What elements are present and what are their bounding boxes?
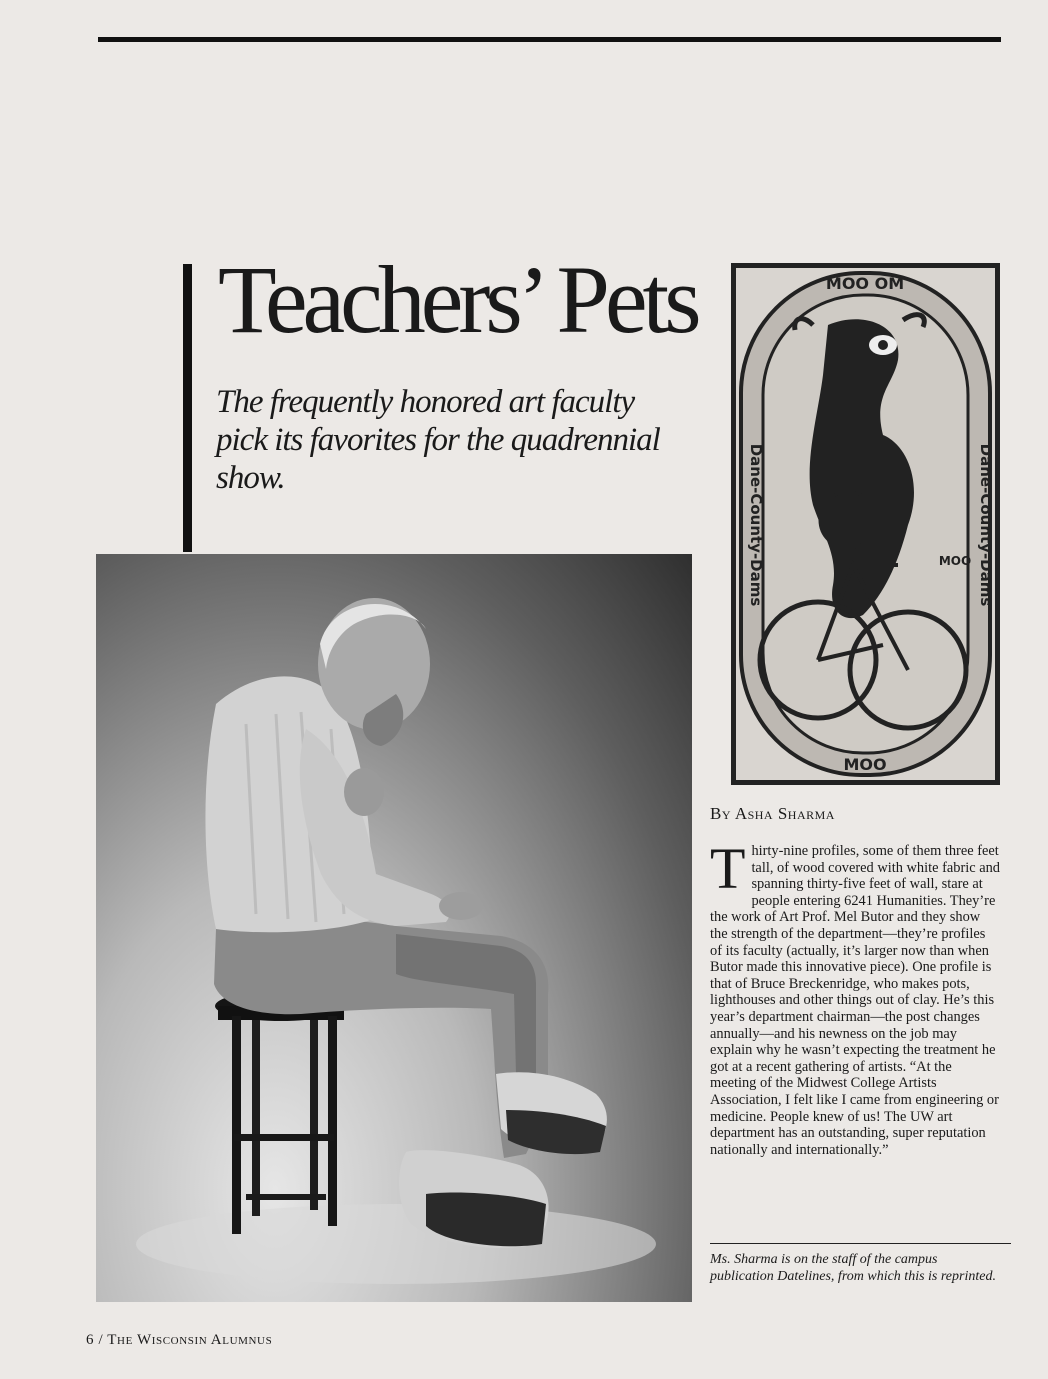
page-folio: 6 / The Wisconsin Alumnus xyxy=(86,1332,273,1348)
cow-on-bicycle-illustration xyxy=(733,265,998,783)
article-title: Teachers’ Pets xyxy=(218,246,697,353)
artwork-border-right: Dane-County-Dams xyxy=(977,443,995,607)
top-rule xyxy=(98,37,1001,42)
artwork-inner-label: MOO xyxy=(938,554,972,568)
artwork-border-bottom: MOO xyxy=(843,755,887,774)
article-body xyxy=(710,836,1000,1158)
author-bio: Ms. Sharma is on the staff of the campus publication Datelines, from which this is reprinted. xyxy=(710,1252,996,1284)
article-body-text: hirty-nine profiles, some of them three feet tall, of wood covered with white fabric and spanning thirty-five feet of wall, stare at people entering 6241 Humanities. They’re the work of Art Prof. Mel Butor and they show the strength of the department—they’re profiles of its faculty (actually, it’s larger now than when Butor made this innovative piece). One profile is that of Bruce Breckenridge, who makes pots, lighthouses and other things out of clay. He’s this year’s department chairman—the post changes annually—and his newness on the job may explain why he wasn’t expecting the treatment he got at a recent gathering of artists. “At the meeting of the Midwest College Artists Association, I felt like I came from engineering or medicine. People knew of us! The UW art department has an outstanding, super reputation nationally and internationally.” xyxy=(710,843,1000,1158)
seated-figure-sculpture xyxy=(96,554,692,1302)
woodcut-artwork xyxy=(731,263,1000,785)
drop-cap: T xyxy=(710,836,746,901)
sculpture-photo xyxy=(96,554,692,1302)
bio-divider xyxy=(710,1243,1011,1244)
artwork-border-left: Dane-County-Dams xyxy=(747,443,765,607)
article-subtitle: The frequently honored art faculty pick its favorites for the quadrennial show. xyxy=(216,384,660,496)
byline: By Asha Sharma xyxy=(710,804,835,823)
artwork-border-top: MOO OM xyxy=(825,274,905,293)
title-accent-bar xyxy=(183,264,192,552)
